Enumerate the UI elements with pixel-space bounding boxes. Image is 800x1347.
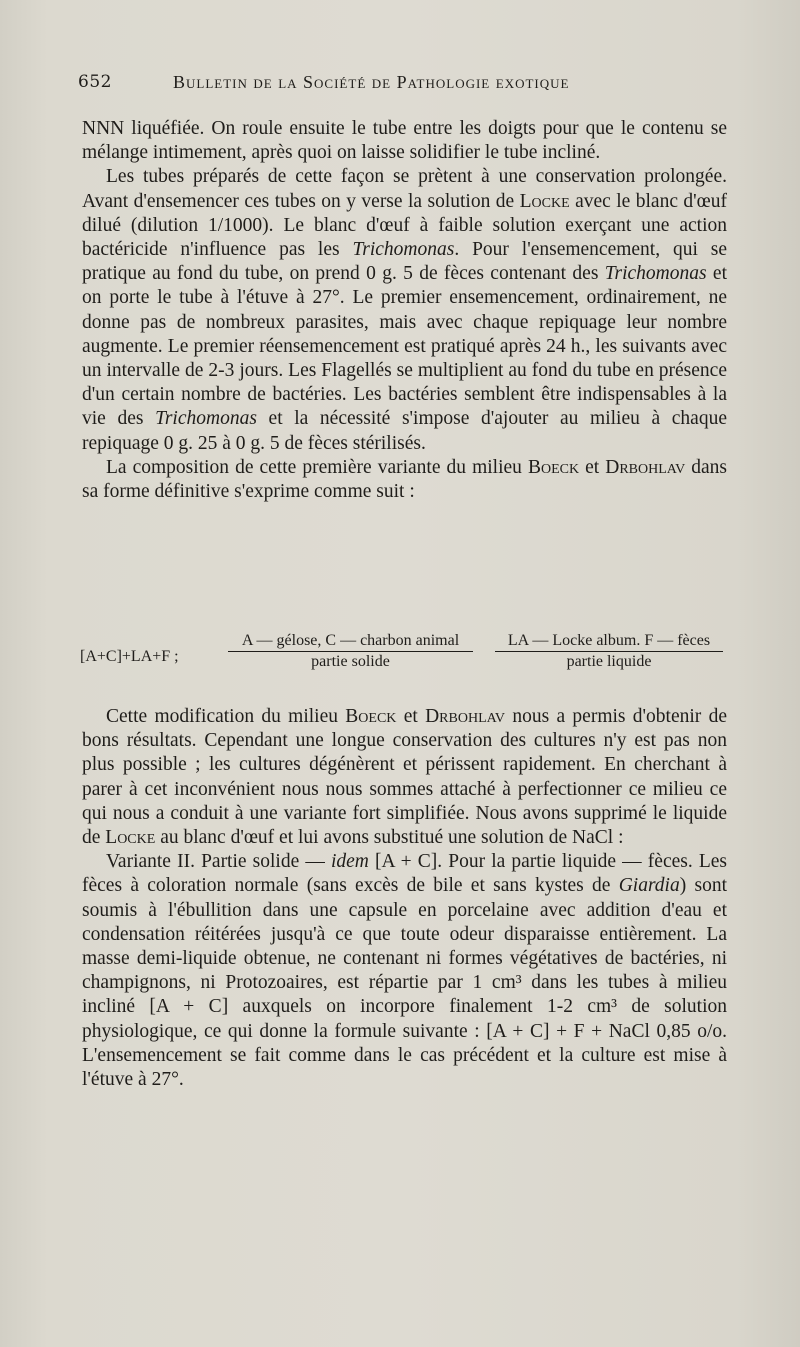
text-segment: dans sa forme définitive s'exprime comme suit : (82, 456, 727, 503)
fraction-bar (228, 651, 473, 652)
author-name: Drbohlav (425, 706, 506, 727)
author-name: Drbohlav (605, 456, 686, 478)
text-segment: La composition de cette première variante du milieu (106, 456, 528, 478)
fraction-liquid-part (495, 632, 723, 671)
text-segment: au blanc d'œuf et lui avons substitué une solution de NaCl : (155, 827, 624, 849)
taxon-name: Giardia (618, 875, 680, 897)
author-name: Locke (519, 190, 570, 212)
fraction-numerator: A — gélose, C — charbon animal (241, 632, 460, 649)
taxon-name: Trichomonas (155, 408, 257, 430)
text-segment: Cette modification du milieu (106, 706, 346, 727)
author-name: Locke (105, 827, 156, 849)
text-segment: et (396, 706, 426, 727)
fraction-numerator: LA — Locke album. F — fèces (507, 632, 711, 649)
body-text-top (82, 117, 727, 504)
fraction-bar (495, 651, 723, 652)
paragraph (82, 456, 727, 504)
text-segment: Les tubes préparés de cette façon se prètent à une conservation prolongée. Avant d'ensemencer ces tubes on y verse la solution de (82, 166, 727, 212)
text-segment: Variante II. Partie solide — (106, 851, 331, 873)
paragraph (82, 705, 727, 850)
text-segment: nous a permis d'obtenir de bons résultats. Cependant une longue conservation des cultures n'y est pas non plus possible ; les cultures dégénèrent et périssent rapidement. En cherchant à parer à cet inconvénient nous nous sommes attaché à perfectionner ce milieu ce qui nous a conduit à une variante fort simplifiée. Nous avons supprimé le liquide de (82, 706, 727, 849)
paragraph (82, 117, 727, 165)
text-segment: avec le blanc d'œuf dilué (dilution 1/1000). Le blanc d'œuf à faible solution exerçant une action bactéricide n'influence pas les (82, 190, 727, 261)
body-text-bottom (82, 705, 727, 1092)
fraction-denominator: partie solide (311, 653, 390, 670)
author-name: Boeck (527, 456, 580, 478)
paragraph (82, 850, 727, 1092)
page-number: 652 (78, 72, 112, 92)
text-segment: et (579, 456, 606, 478)
text-segment: . Pour l'ensemencement, qui se pratique au fond du tube, on prend 0 g. 5 de fèces contenant des (82, 239, 727, 285)
text-segment: ) sont soumis à l'ébullition dans une capsule en porcelaine avec addition d'eau et condensation réitérées jusqu'à ce que toute odeur disparaisse entièrement. La masse demi-liquide obtenue, ne contenant ni formes végétatives de bactéries, ni champignons, ni Protozoaires, est répartie par 1 cm³ dans les tubes à milieu incliné [A + C] auxquels on incorpore finalement 1-2 cm³ de solution physiologique, ce qui donne la formule suivante : [A + C] + F + NaCl 0,85 o/o. L'ensemencement se fait comme dans le cas précédent et la culture est mise à l'étuve à 27°. (82, 875, 728, 1091)
running-title: Bulletin de la Société de Pathologie exotique (173, 72, 570, 92)
fraction-solid-part (228, 632, 473, 671)
paragraph-text: NNN liquéfiée. On roule ensuite le tube entre les doigts pour que le contenu se mélange intimement, après quoi on laisse solidifier le tube incliné. (82, 118, 727, 164)
author-name: Boeck (345, 706, 397, 727)
text-segment: et on porte le tube à l'étuve à 27°. Le premier ensemencement, ordinairement, ne donne pas de nombreux parasites, mais avec chaque repiquage leur nombre augmente. Le premier réensemencement est pratiqué après 24 h., les suivants avec un intervalle de 2-3 jours. Les Flagellés se multiplient au fond du tube en présence d'un certain nombre de bactéries. Les bactéries semblent être indispensables à la vie des (82, 263, 727, 430)
taxon-name: Trichomonas (604, 263, 707, 285)
taxon-name: Trichomonas (352, 239, 455, 261)
paragraph (82, 165, 727, 455)
composition-formula (80, 632, 730, 682)
text-segment: [A + C]. Pour la partie liquide — fèces. Les fèces à coloration normale (sans excès de bile et sans kystes de (82, 851, 727, 897)
text-segment: et la nécessité s'impose d'ajouter au milieu à chaque repiquage 0 g. 25 à 0 g. 5 de fèces stérilisés. (82, 408, 727, 454)
emphasis: idem (330, 851, 369, 873)
formula-prefix: [A+C]+LA+F ; (80, 648, 179, 665)
fraction-denominator: partie liquide (566, 653, 652, 670)
